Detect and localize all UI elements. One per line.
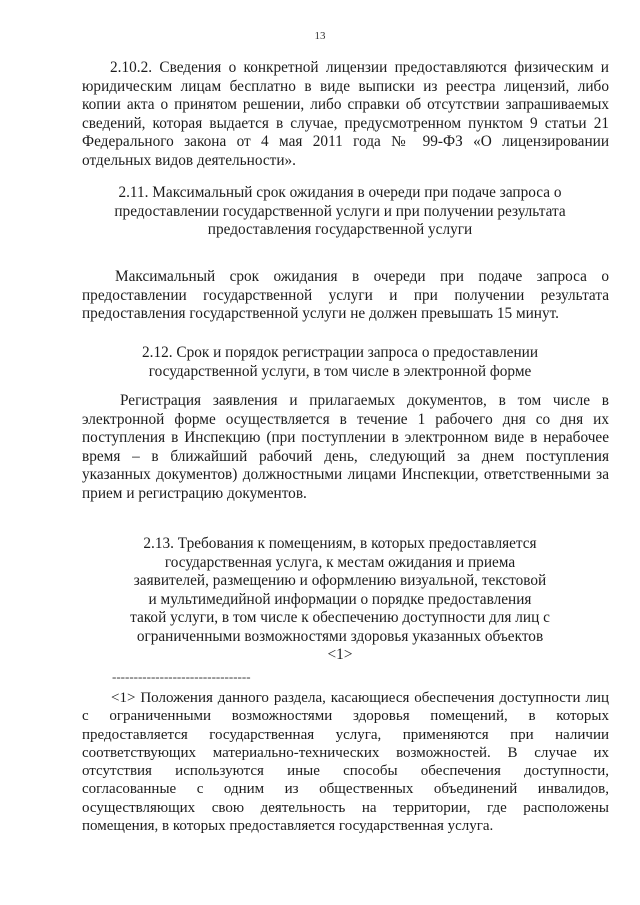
page-number: 13: [314, 30, 326, 42]
footnote-separator: --------------------------------: [112, 669, 251, 684]
heading-2-13: 2.13. Требования к помещениям, в которых предоставляется государственная услуга, к местам ожидания и приема заявителей, размещению и оформлению визуальной, текстовой и мультимедийной информации о порядке предоставления такой услуги, в том числе к обеспечению доступности для лиц с ограниченными возможностями здоровья указанных объектов <1>: [130, 535, 550, 663]
paragraph-2-10-2: 2.10.2. Сведения о конкретной лицензии предоставляются физическим и юридическим лицам бесплатно в виде выписки из реестра лицензий, либо копии акта о принятом решении, либо справки об отсутствии запрашиваемых сведений, которая выдается в случае, предусмотренном пунктом 9 статьи 21 Федерального закона от 4 мая 2011 года № 99-ФЗ «О лицензировании отдельных видов деятельности».: [82, 59, 609, 169]
paragraph-2-11: Максимальный срок ожидания в очереди при подаче запроса о предоставлении государственной услуги и при получении результата предоставления государственной услуги не должен превышать 15 минут.: [82, 268, 609, 322]
heading-2-12: 2.12. Срок и порядок регистрации запроса о предоставлении государственной услуги, в том числе в электронной форме: [141, 344, 539, 380]
footnote-text: <1> Положения данного раздела, касающиеся обеспечения доступности лиц с ограниченными возможностями здоровья помещений, в которых предоставляется государственная услуга, применяются при наличии соответствующих материально-технических возможностей. В случае их отсутствия используются иные способы обеспечения доступности, согласованные с одним из общественных объединений инвалидов, осуществляющих свою деятельность на территории, где расположены помещения, в которых предоставляется государственная услуга.: [82, 690, 609, 835]
heading-2-11: 2.11. Максимальный срок ожидания в очереди при подаче запроса о предоставлении государственной услуги и при получении результата предоставления государственной услуги: [114, 184, 566, 238]
paragraph-2-12: Регистрация заявления и прилагаемых документов, в том числе в электронной форме осуществляется в течение 1 рабочего дня со дня их поступления в Инспекцию (при поступлении в электронном виде в нерабочее время – в ближайший рабочий день, следующий за днем поступления указанных документов) должностными лицами Инспекции, ответственными за прием и регистрацию документов.: [82, 392, 609, 502]
